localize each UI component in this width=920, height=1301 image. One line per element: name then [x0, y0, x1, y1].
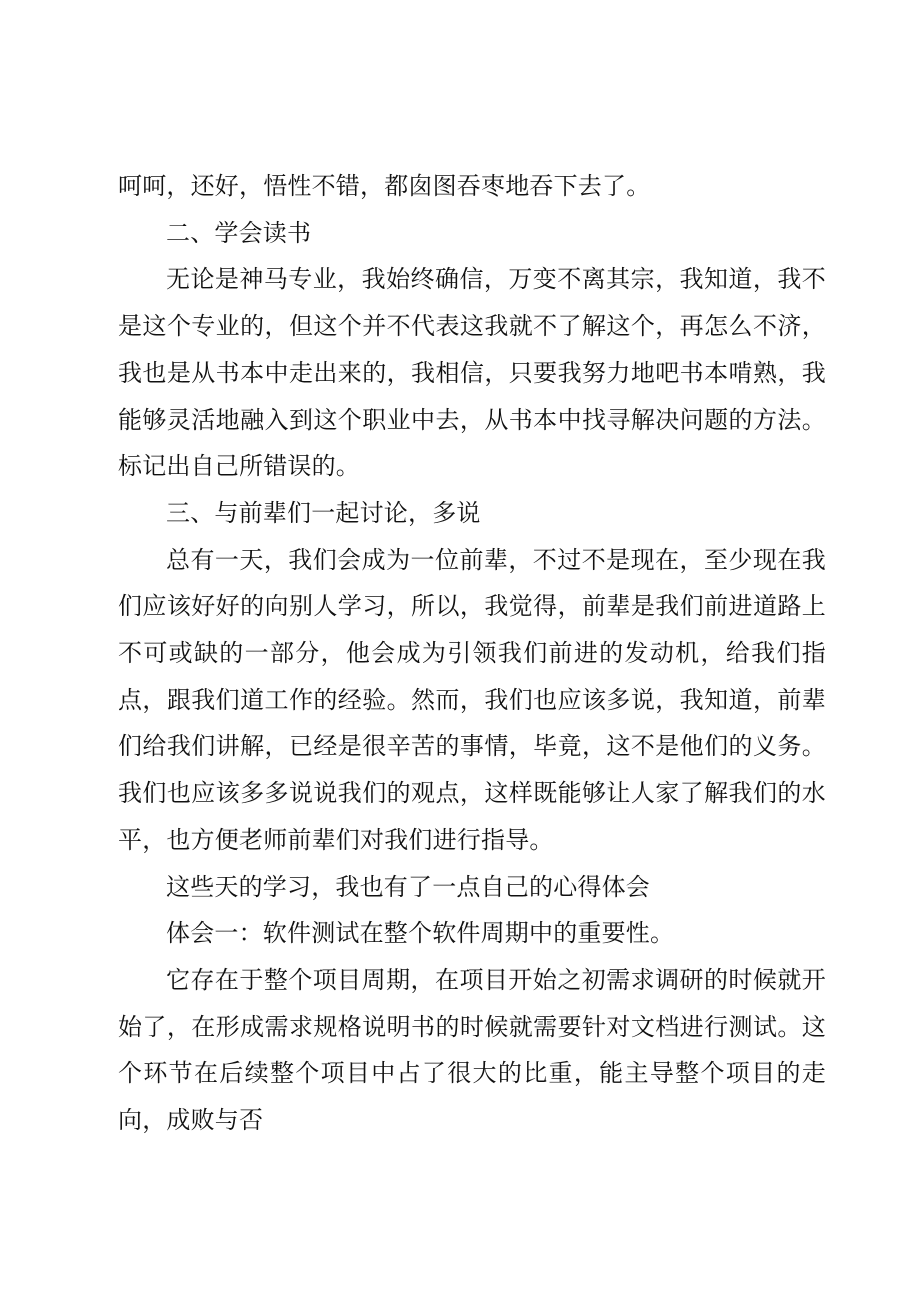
paragraph-continuation: 呵呵，还好，悟性不错，都囱图吞枣地吞下去了。 — [118, 172, 651, 200]
paragraph-intro-insights: 这些天的学习，我也有了一点自己的心得体会 — [166, 872, 650, 901]
paragraph-learn-reading: 无论是神马专业，我始终确信，万变不离其宗，我知道，我不是这个专业的，但这个并不代表这我就不了解这个，再怎么不济，我也是从书本中走出来的，我相信，只要我努力地吧书本啃熟，我能够灵活地融入到这个职业中去，从书本中找寻解决问题的方法。标记出自己所错误的。 — [118, 265, 826, 481]
section-heading-insight-1: 体会一：软件测试在整个软件周期中的重要性。 — [166, 919, 675, 948]
document-page — [118, 163, 826, 1144]
paragraph-discuss: 总有一天，我们会成为一位前辈，不过不是现在，至少现在我们应该好好的向别人学习，所以，我觉得，前辈是我们前进道路上不可或缺的一部分，他会成为引领我们前进的发动机，给我们指点，跟我们道工作的经验。然而，我们也应该多说，我知道，前辈们给我们讲解，已经是很辛苦的事情，毕竟，这不是他们的义务。我们也应该多多说说我们的观点，这样既能够让人家了解我们的水平，也方便老师前辈们对我们进行指导。 — [118, 545, 826, 854]
section-heading-discuss: 三、与前辈们一起讨论，多说 — [166, 498, 481, 527]
paragraph-insight-1: 它存在于整个项目周期，在项目开始之初需求调研的时候就开始了，在形成需求规格说明书的时候就需要针对文档进行测试。这个环节在后续整个项目中占了很大的比重，能主导整个项目的走向，成败与否 — [118, 965, 826, 1135]
section-heading-learn-reading: 二、学会读书 — [166, 218, 312, 247]
